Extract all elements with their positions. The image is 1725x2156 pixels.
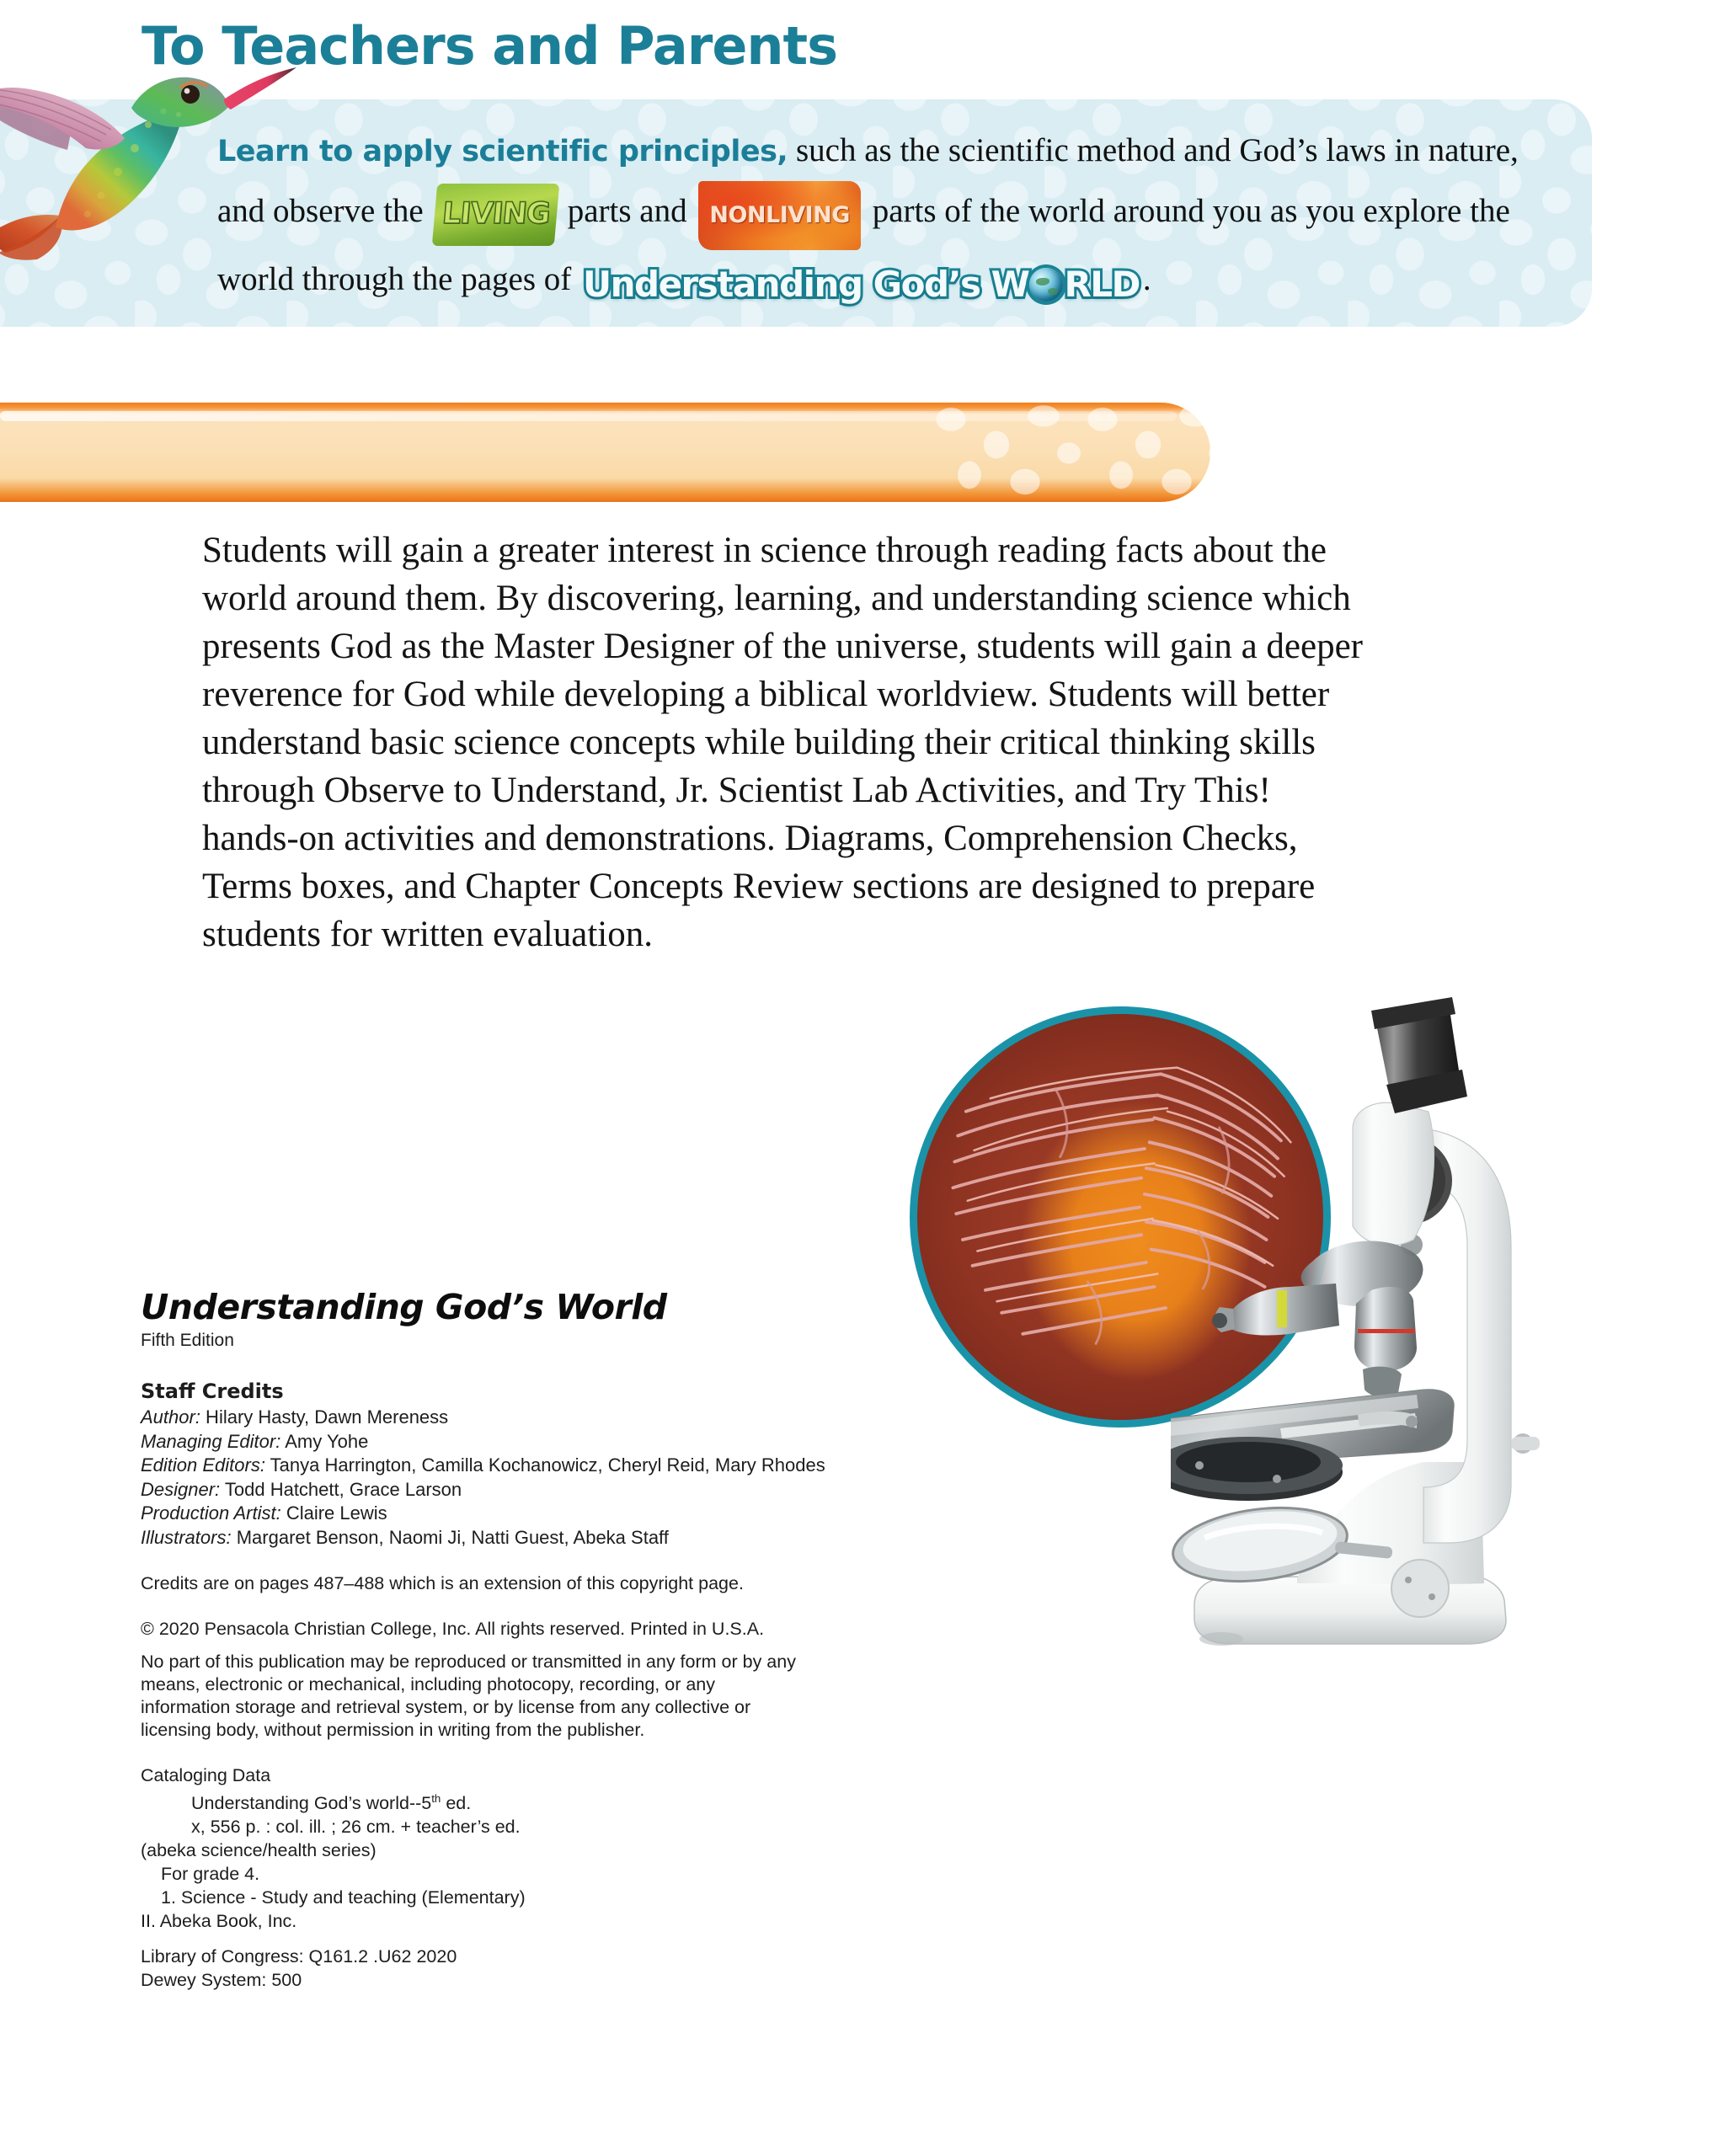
bird-head xyxy=(131,77,229,127)
bird-eye-highlight xyxy=(184,88,190,94)
credit-role: Author: xyxy=(141,1406,200,1428)
dewey-system-line: Dewey System: 500 xyxy=(141,1970,302,1991)
credit-role: Illustrators: xyxy=(141,1526,232,1548)
globe-icon xyxy=(1029,268,1063,302)
staff-credits-heading: Staff Credits xyxy=(141,1380,284,1403)
credit-names: Margaret Benson, Naomi Ji, Natti Guest, Abeka Staff xyxy=(231,1526,669,1548)
microscope-illuminator xyxy=(1391,1560,1449,1617)
credit-line xyxy=(141,1454,949,1478)
credit-line xyxy=(141,1478,949,1502)
cataloging-line-6: II. Abeka Book, Inc. xyxy=(141,1911,297,1932)
cataloging-ed: ed. xyxy=(441,1793,472,1814)
legal-paragraph: No part of this publication may be reproduced or transmitted in any form or by any means, electronic or mechanical, including photocopy, recording, or any information storage and retrieval system, or by license from any collective or licensing body, without permission in writing from the publisher. xyxy=(141,1652,796,1740)
credit-line xyxy=(141,1430,949,1454)
logo-text-part-3: RLD xyxy=(1064,264,1140,305)
nonliving-wordart: NONLIVING xyxy=(698,181,861,250)
page-title: To Teachers and Parents xyxy=(142,15,838,77)
microscope-head xyxy=(1353,1102,1434,1246)
microscope-condenser xyxy=(1171,1437,1343,1501)
bird-eye xyxy=(181,85,200,104)
living-wordart: LIVING xyxy=(431,184,559,246)
cataloging-line-4: For grade 4. xyxy=(161,1864,260,1885)
book-title: Understanding God’s World xyxy=(141,1287,667,1327)
banner-body-2: parts and xyxy=(558,193,696,229)
cataloging-line-2: x, 556 p. : col. ill. ; 26 cm. + teacher’s ed. xyxy=(191,1817,521,1838)
understanding-gods-world-logo xyxy=(583,255,1140,313)
copyright-line: © 2020 Pensacola Christian College, Inc. All rights reserved. Printed in U.S.A. xyxy=(141,1619,765,1639)
credit-names: Claire Lewis xyxy=(280,1502,387,1524)
banner-text-block xyxy=(217,121,1540,313)
cataloging-title: Understanding God’s world--5 xyxy=(191,1793,432,1814)
cataloging-data-block xyxy=(141,1764,949,1992)
logo-text-part-1: Understanding God xyxy=(583,264,948,305)
cataloging-line-5: 1. Science - Study and teaching (Elementary) xyxy=(161,1887,526,1908)
microscope-eyepiece xyxy=(1371,997,1467,1113)
credit-role: Production Artist: xyxy=(141,1502,281,1524)
credit-role: Designer: xyxy=(141,1478,221,1500)
cataloging-line-1 xyxy=(141,1787,949,1815)
credit-line xyxy=(141,1502,949,1526)
book-edition: Fifth Edition xyxy=(141,1331,234,1350)
cataloging-line-3: (abeka science/health series) xyxy=(141,1840,377,1861)
microscope-foot xyxy=(1199,1632,1243,1646)
credit-role: Edition Editors: xyxy=(141,1454,265,1476)
heading-bar-body xyxy=(0,403,1210,502)
credit-line xyxy=(141,1526,949,1550)
banner-lead-in: Learn to apply scientific principles, xyxy=(217,135,788,168)
section-heading-bar xyxy=(0,403,1210,502)
cataloging-ordinal-suffix: th xyxy=(431,1792,441,1805)
intro-paragraph: Students will gain a greater interest in science through reading facts about the world around them. By discovering, learning, and understanding science which presents God as the Master Designer of the universe, students will gain a deeper reverence for God while developing a biblical worldview. Students will better understand basic science concepts while building their critical thinking skills through Observe to Understand, Jr. Scientist Lab Activities, and Try This! hands-on activities and demonstrations. Diagrams, Comprehension Checks, Terms boxes, and Chapter Concepts Review sections are designed to prepare students for written evaluation. xyxy=(202,531,1363,954)
credit-names: Todd Hatchett, Grace Larson xyxy=(220,1478,462,1500)
objective-lens-secondary xyxy=(1212,1283,1339,1336)
heading-bar-gloss xyxy=(0,411,1177,421)
colophon-block xyxy=(141,1287,949,1992)
banner-body-3: parts of the world around you as you explore the world through the pages of xyxy=(217,193,1510,297)
library-of-congress-line: Library of Congress: Q161.2 .U62 2020 xyxy=(141,1946,457,1967)
credits-note: Credits are on pages 487–488 which is an extension of this copyright page. xyxy=(141,1573,744,1593)
logo-text-part-2: ’s W xyxy=(948,264,1029,305)
credit-names: Hilary Hasty, Dawn Mereness xyxy=(200,1406,449,1428)
credit-names: Amy Yohe xyxy=(280,1430,369,1452)
banner-period: . xyxy=(1142,261,1151,297)
cataloging-heading: Cataloging Data xyxy=(141,1765,271,1785)
credit-role: Managing Editor: xyxy=(141,1430,281,1452)
banner-body-1: such as the scientific method and God’s laws in nature, and observe the xyxy=(217,132,1519,229)
credit-line xyxy=(141,1406,949,1430)
credit-names: Tanya Harrington, Camilla Kochanowicz, Cheryl Reid, Mary Rhodes xyxy=(264,1454,825,1476)
microscope-illustration xyxy=(1171,994,1558,1668)
microscope-figure xyxy=(893,994,1558,1668)
